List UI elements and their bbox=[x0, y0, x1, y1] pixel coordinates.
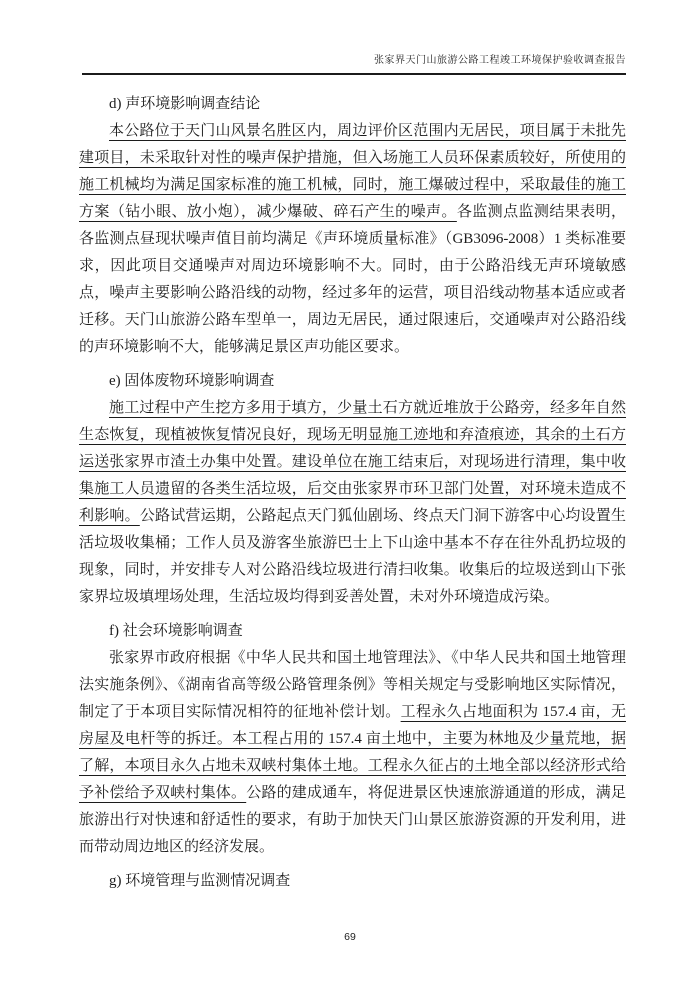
text-segment: 公路试营运期，公路起点天门狐仙剧场、终点天门洞下游客中心均设置生活垃圾收集桶；工作人员及游客坐旅游巴士上下山途中基本不存在往外乱扔垃圾的现象，同时，并安排专人对公路沿线垃圾进行清扫收集。收集后的垃圾送到山下张家界垃圾填埋场处理，生活垃圾均得到妥善处置，未对外环境造成污染。 bbox=[79, 508, 626, 605]
document-body bbox=[79, 84, 626, 895]
page-header bbox=[82, 54, 626, 75]
text-segment: 张家界市政府根据《中华人民共和国土地管理法》、《中华人民共和国土地管理法实施条例》、《湖南省高等级公路管理条例》等相关规定与受影响地区实际情况，制定了于本项目实际情况相符的征地补偿计划。 bbox=[79, 650, 626, 720]
text-segment: 各监测点监测结果表明，各监测点昼现状噪声值目前均满足《声环境质量标准》（GB3096-2008）1 类标准要求，因此项目交通噪声对周边环境影响不大。同时，由于公路沿线无声环境敏感点，噪声主要影响公路沿线的动物，经过多年的运营，项目沿线动物基本适应或者迁移。天门山旅游公路车型单一，周边无居民，通过限速后，交通噪声对公路沿线的声环境影响不大，能够满足景区声功能区要求。 bbox=[79, 204, 626, 355]
paragraph bbox=[79, 645, 626, 861]
section-heading: g) 环境管理与监测情况调查 bbox=[109, 873, 291, 889]
page-number: 69 bbox=[344, 931, 356, 943]
running-header-title: 张家界天门山旅游公路工程竣工环境保护验收调查报告 bbox=[374, 55, 626, 66]
paragraph bbox=[79, 118, 626, 361]
paragraph bbox=[79, 395, 626, 611]
section-heading: f) 社会环境影响调查 bbox=[109, 623, 243, 639]
underlined-text-segment: 施工过程中产生挖方多用于填方，少量土石方就近堆放于公路旁，经多年自然生态恢复，现植被恢复情况良好，现场无明显施工迹地和弃渣痕迹，其余的土石方运送张家界市渣土办集中处置。建设单位在施工结束后，对现场进行清理，集中收集施工人员遗留的各类生活垃圾，后交由张家界市环卫部门处置，对环境未造成不利影响。 bbox=[79, 400, 626, 524]
underlined-text-segment: 本公路位于天门山风景名胜区内，周边评价区范围内无居民，项目属于未批先建项目，未采取针对性的噪声保护措施，但入场施工人员环保素质较好，所使用的施工机械均为满足国家标准的施工机械，同时，施工爆破过程中，采取最佳的施工方案（钻小眼、放小炮），减少爆破、碎石产生的噪声。 bbox=[79, 123, 626, 220]
underlined-text-segment: 工程永久占地面积为 157.4 亩，无房屋及电杆等的拆迁。本工程占用的 157.4 亩土地中，主要为林地及少量荒地，据了解，本项目永久占地未双峡村集体土地。工程永久征占的土地全部以经济形式给予补偿给予双峡村集体。 bbox=[79, 704, 626, 801]
section-heading: d) 声环境影响调查结论 bbox=[109, 96, 261, 112]
text-segment: 公路的建成通车，将促进景区快速旅游通道的形成，满足旅游出行对快速和舒适性的要求，有助于加快天门山景区旅游资源的开发利用，进而带动周边地区的经济发展。 bbox=[79, 785, 626, 855]
page-footer bbox=[0, 931, 700, 943]
section-heading: e) 固体废物环境影响调查 bbox=[109, 373, 275, 389]
